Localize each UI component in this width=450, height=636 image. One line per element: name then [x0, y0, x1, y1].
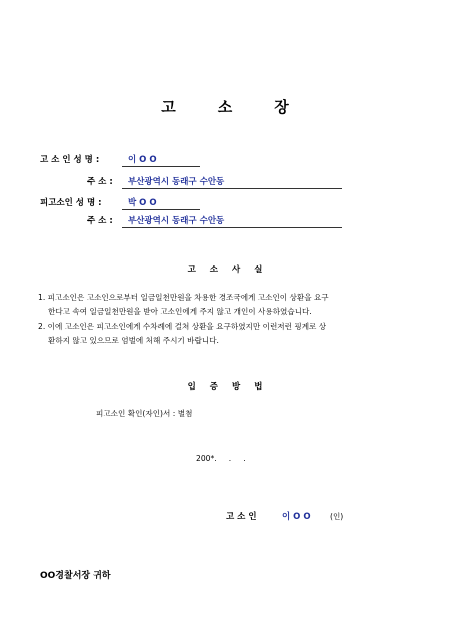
facts-heading-char: 고 [187, 265, 196, 275]
document-title [0, 96, 450, 117]
fact-line: 환하지 않고 있으므로 엄벌에 처해 주시기 바랍니다. [48, 336, 219, 345]
title-char: 소 [217, 98, 233, 116]
fact-line: 1. 피고소인은 고소인으로부터 일금일천만원을 차용한 경조국에게 고소인이 상환을 요구 [38, 293, 329, 302]
facts-heading-char: 소 [209, 265, 218, 275]
facts-heading-char: 실 [254, 265, 263, 275]
fact-2 [38, 320, 326, 348]
complainant-name-label: 고 소 인 성 명 : [40, 155, 100, 165]
defendant-name-value: 박 O O [128, 198, 157, 208]
defendant-address-underline [122, 227, 342, 228]
title-char: 고 [161, 98, 176, 116]
signature-seal: (인) [330, 512, 344, 521]
evidence-heading-char: 증 [209, 382, 218, 392]
evidence-heading-char: 법 [254, 382, 263, 392]
defendant-name-underline [122, 209, 200, 210]
complainant-name-underline [122, 166, 200, 167]
evidence-heading-char: 입 [187, 382, 196, 392]
complainant-address-value: 부산광역시 동래구 수안동 [128, 177, 225, 187]
fact-line: 2. 이에 고소인은 피고소인에게 수차례에 걸쳐 상환을 요구하였지만 이런저런 핑계로 상 [38, 322, 327, 331]
defendant-name-label: 피고소인 성 명 : [40, 198, 102, 208]
complainant-address-label: 주 소 : [87, 177, 113, 187]
complainant-address-underline [122, 188, 342, 189]
defendant-address-label: 주 소 : [87, 216, 113, 226]
facts-heading [0, 263, 450, 275]
facts-heading-char: 사 [232, 265, 241, 275]
document-date: 200*. . . [196, 454, 246, 463]
title-char: 장 [274, 98, 289, 116]
complainant-name-value: 이 O O [128, 155, 157, 165]
evidence-heading-char: 방 [232, 382, 241, 392]
evidence-item: 피고소인 확인(자인)서 : 별첨 [96, 409, 193, 418]
signature-name: 이 O O [282, 512, 311, 522]
fact-line: 한다고 속여 일금일천만원을 받아 고소인에게 주지 않고 개인이 사용하였습니다. [48, 307, 312, 316]
signature-label: 고 소 인 [226, 512, 257, 522]
fact-1 [38, 291, 329, 319]
evidence-heading [0, 380, 450, 392]
defendant-address-value: 부산광역시 동래구 수안동 [128, 216, 225, 226]
addressee: OO경찰서장 귀하 [40, 571, 111, 581]
